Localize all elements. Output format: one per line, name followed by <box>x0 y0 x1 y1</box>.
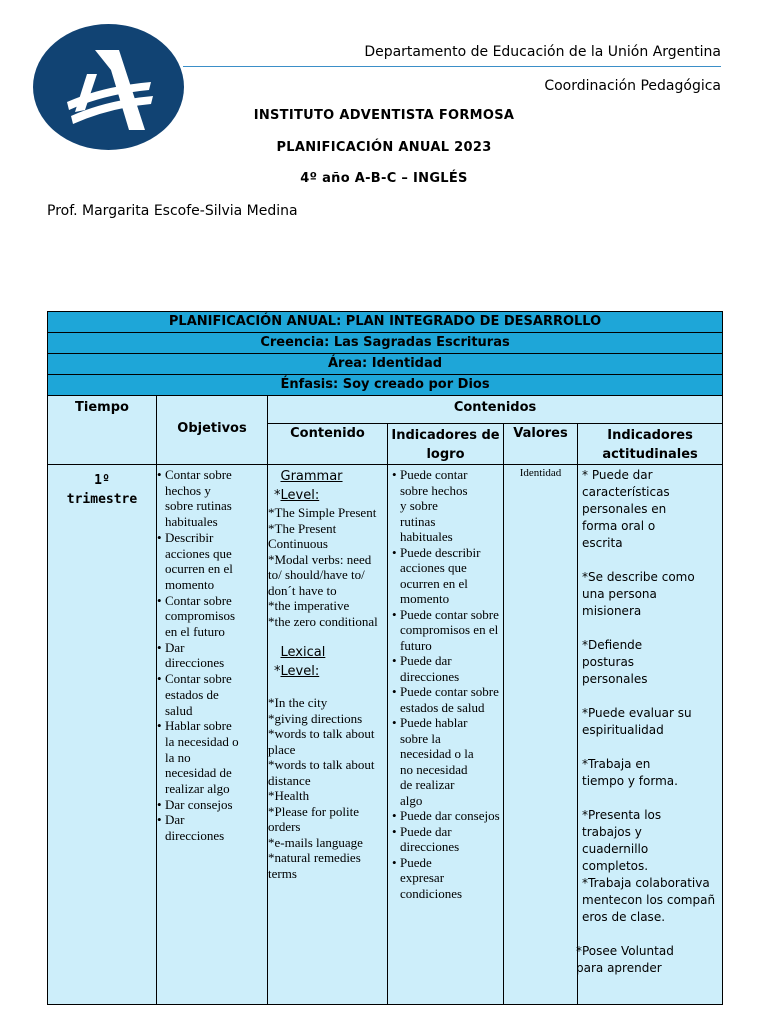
list-item: • Hablar sobre la necesidad o la no necesidad de realizar algo <box>157 718 265 797</box>
list-item: *the imperative <box>268 598 350 613</box>
list-item: • Puede contar sobre compromisos en el futuro <box>392 607 501 654</box>
header-objetivos: Objetivos <box>157 396 268 465</box>
list-item: • Dar direcciones <box>157 812 265 843</box>
header-valores: Valores <box>504 424 578 465</box>
institution-logo <box>33 24 184 150</box>
cell-indicadores-actitudinales <box>578 465 723 1005</box>
list-item: *Please for polite orders <box>268 803 359 834</box>
course-title: 4º año A-B-C – INGLÉS <box>300 171 468 186</box>
lexical-list <box>268 695 387 881</box>
list-item: • Dar direcciones <box>157 640 265 671</box>
list-item: • Puede contar sobre estados de salud <box>392 684 501 715</box>
list-item: • Puede dar direcciones <box>392 653 501 684</box>
plan-title: PLANIFICACIÓN ANUAL 2023 <box>276 140 492 155</box>
cell-tiempo <box>48 465 157 1005</box>
teacher-names: Prof. Margarita Escofe-Silvia Medina <box>47 203 298 219</box>
list-item: *The Simple Present <box>268 505 377 520</box>
list-item: • Dar consejos <box>157 797 265 813</box>
header-indicadores-logro: Indicadores de logro <box>388 424 504 465</box>
banner-area: Área: Identidad <box>48 354 723 375</box>
list-item: • Puede dar direcciones <box>392 824 501 855</box>
list-item: *Se describe como una persona misionera <box>582 570 695 618</box>
banner-enfasis: Énfasis: Soy creado por Dios <box>48 375 723 396</box>
header-indicadores-actitudinales: Indicadores actitudinales <box>578 424 723 465</box>
list-item: *natural remedies terms <box>268 850 361 881</box>
lexical-level-title: *Lexical Level: <box>274 645 326 679</box>
header-tiempo: Tiempo <box>48 396 157 465</box>
list-item: • Contar sobre hechos y sobre rutinas habituales <box>157 467 265 530</box>
coordination-name: Coordinación Pedagógica <box>544 78 721 94</box>
banner-creencia: Creencia: Las Sagradas Escrituras <box>48 333 723 354</box>
list-item: *The Present Continuous <box>268 520 337 551</box>
cell-objetivos <box>157 465 268 1005</box>
cell-valores: Identidad <box>504 465 578 1005</box>
list-item: • Puede expresar condiciones <box>392 855 501 902</box>
list-item: *Trabaja en tiempo y forma. <box>582 757 678 788</box>
header-contenidos: Contenidos <box>268 396 723 424</box>
list-item: *In the city <box>268 695 328 710</box>
trimestre-label: 1º trimestre <box>66 473 138 507</box>
list-item: *the zero conditional <box>268 613 378 629</box>
list-item: • Contar sobre compromisos en el futuro <box>157 593 265 640</box>
list-item: • Puede contar sobre hechos y sobre rutinas habituales <box>392 467 501 545</box>
list-item: *giving directions <box>268 710 363 726</box>
list-item: * Puede dar características personales en forma oral o escrita <box>582 468 670 550</box>
list-item: *Defiende posturas personales <box>582 638 648 686</box>
list-item: *Puede evaluar su espiritualidad <box>582 706 692 737</box>
list-item: • Puede hablar sobre la necesidad o la no necesidad de realizar algo <box>392 715 501 808</box>
list-item: *words to talk about distance <box>268 757 375 788</box>
objetivos-list <box>157 467 265 844</box>
cell-contenido <box>268 465 388 1005</box>
header-divider <box>183 66 721 67</box>
list-item: *Trabaja colaborativamentecon los compañeros de clase. <box>582 876 716 924</box>
list-item: *Modal verbs: need to/ should/have to/ don´t have to <box>268 551 372 598</box>
list-item: • Puede describir acciones que ocurren en el momento <box>392 545 501 607</box>
list-item: • Puede dar consejos <box>392 808 501 824</box>
planning-table <box>47 311 723 1005</box>
cell-indicadores-logro <box>388 465 504 1005</box>
header-contenido: Contenido <box>268 424 388 465</box>
list-item: *e-mails language <box>268 834 363 850</box>
banner-plan: PLANIFICACIÓN ANUAL: PLAN INTEGRADO DE DESARROLLO <box>48 312 723 333</box>
department-name: Departamento de Educación de la Unión Argentina <box>364 44 721 60</box>
indicadores-list <box>392 467 501 901</box>
grammar-level-title: *Grammar Level: <box>274 469 343 503</box>
institute-title: INSTITUTO ADVENTISTA FORMOSA <box>253 108 515 123</box>
list-item: • Contar sobre estados de salud <box>157 671 265 718</box>
list-item: • Describir acciones que ocurren en el momento <box>157 530 265 593</box>
list-item: *Health <box>268 788 310 803</box>
grammar-list <box>268 505 387 629</box>
list-item: *words to talk about place <box>268 726 375 757</box>
list-item: *Presenta los trabajos y cuadernillo completos. <box>582 808 662 873</box>
list-item: *Posee Voluntad para aprender <box>576 944 674 975</box>
